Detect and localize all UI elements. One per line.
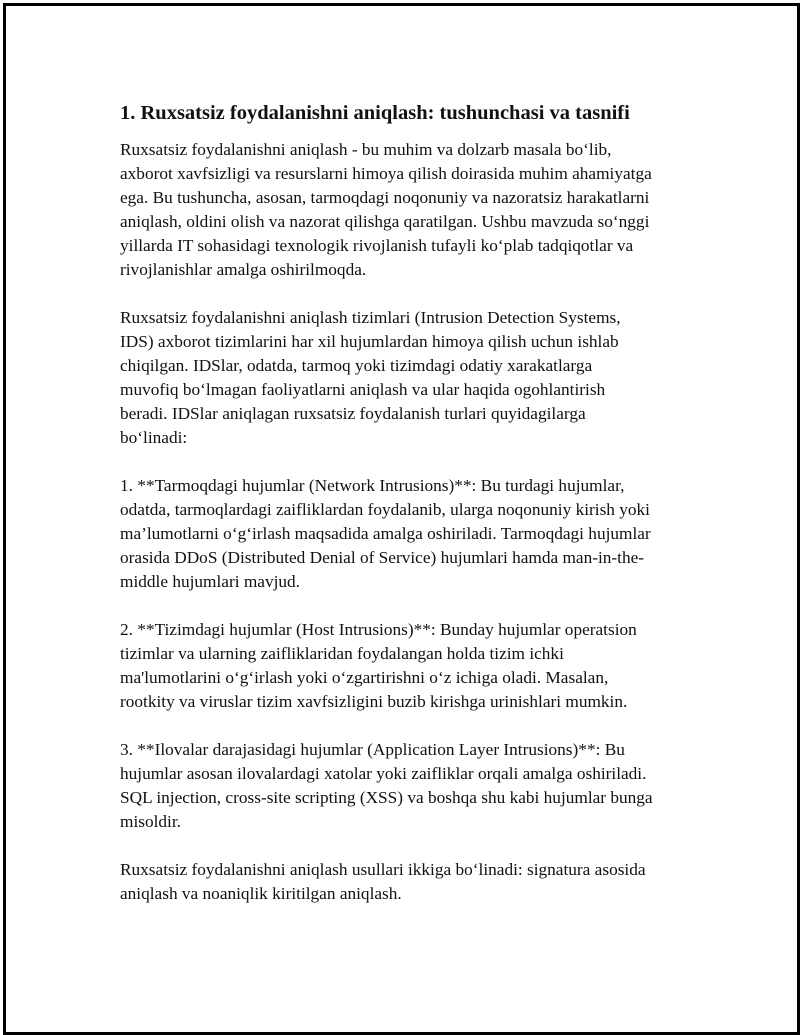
text-line: ma'lumotlarini o‘g‘irlash yoki o‘zgartirishni o‘z ichiga oladi. Masalan, bbox=[120, 668, 609, 687]
paragraph-network-intrusions bbox=[120, 474, 700, 594]
paragraph-application-intrusions bbox=[120, 738, 700, 834]
text-line: rootkity va viruslar tizim xavfsizligini buzib kirishga urinishlari mumkin. bbox=[120, 692, 628, 711]
paragraph-intro bbox=[120, 138, 700, 282]
text-line: beradi. IDSlar aniqlagan ruxsatsiz foydalanish turlari quyidagilarga bbox=[120, 404, 586, 423]
paragraph-detection-methods bbox=[120, 858, 700, 906]
text-line: 3. **Ilovalar darajasidagi hujumlar (Application Layer Intrusions)**: Bu bbox=[120, 740, 625, 759]
text-line: orasida DDoS (Distributed Denial of Service) hujumlari hamda man-in-the- bbox=[120, 548, 645, 567]
text-line: IDS) axborot tizimlarini har xil hujumlardan himoya qilish uchun ishlab bbox=[120, 332, 619, 351]
text-line: yillarda IT sohasidagi texnologik rivojlanish tufayli ko‘plab tadqiqotlar va bbox=[120, 236, 634, 255]
text-line: 1. **Tarmoqdagi hujumlar (Network Intrusions)**: Bu turdagi hujumlar, bbox=[120, 476, 625, 495]
text-line: ega. Bu tushuncha, asosan, tarmoqdagi noqonuniy va nazoratsiz harakatlarni bbox=[120, 188, 650, 207]
text-line: chiqilgan. IDSlar, odatda, tarmoq yoki tizimdagi odatiy xarakatlarga bbox=[120, 356, 593, 375]
text-line: middle hujumlari mavjud. bbox=[120, 572, 300, 591]
text-line: bo‘linadi: bbox=[120, 428, 188, 447]
text-line: aniqlash, oldini olish va nazorat qilishga qaratilgan. Ushbu mavzuda so‘nggi bbox=[120, 212, 650, 231]
text-line: misoldir. bbox=[120, 812, 181, 831]
text-line: ma’lumotlarni o‘g‘irlash maqsadida amalga oshiriladi. Tarmoqdagi hujumlar bbox=[120, 524, 651, 543]
text-line: aniqlash va noaniqlik kiritilgan aniqlash. bbox=[120, 884, 402, 903]
paragraph-host-intrusions bbox=[120, 618, 700, 714]
document-body bbox=[120, 98, 700, 930]
text-line: Ruxsatsiz foydalanishni aniqlash usullari ikkiga bo‘linadi: signatura asosida bbox=[120, 860, 646, 879]
document-title: 1. Ruxsatsiz foydalanishni aniqlash: tushunchasi va tasnifi bbox=[120, 102, 630, 124]
paragraph-ids bbox=[120, 306, 700, 450]
page-frame bbox=[3, 3, 800, 1035]
text-line: tizimlar va ularning zaifliklaridan foydalangan holda tizim ichki bbox=[120, 644, 564, 663]
text-line: odatda, tarmoqlardagi zaifliklardan foydalanib, ularga noqonuniy kirish yoki bbox=[120, 500, 650, 519]
text-line: muvofiq bo‘lmagan faoliyatlarni aniqlash va ular haqida ogohlantirish bbox=[120, 380, 606, 399]
text-line: hujumlar asosan ilovalardagi xatolar yoki zaifliklar orqali amalga oshiriladi. bbox=[120, 764, 647, 783]
text-line: 2. **Tizimdagi hujumlar (Host Intrusions)**: Bunday hujumlar operatsion bbox=[120, 620, 637, 639]
text-line: Ruxsatsiz foydalanishni aniqlash tizimlari (Intrusion Detection Systems, bbox=[120, 308, 621, 327]
text-line: Ruxsatsiz foydalanishni aniqlash - bu muhim va dolzarb masala bo‘lib, bbox=[120, 140, 612, 159]
text-line: axborot xavfsizligi va resurslarni himoya qilish doirasida muhim ahamiyatga bbox=[120, 164, 652, 183]
text-line: SQL injection, cross-site scripting (XSS) va boshqa shu kabi hujumlar bunga bbox=[120, 788, 653, 807]
text-line: rivojlanishlar amalga oshirilmoqda. bbox=[120, 260, 367, 279]
